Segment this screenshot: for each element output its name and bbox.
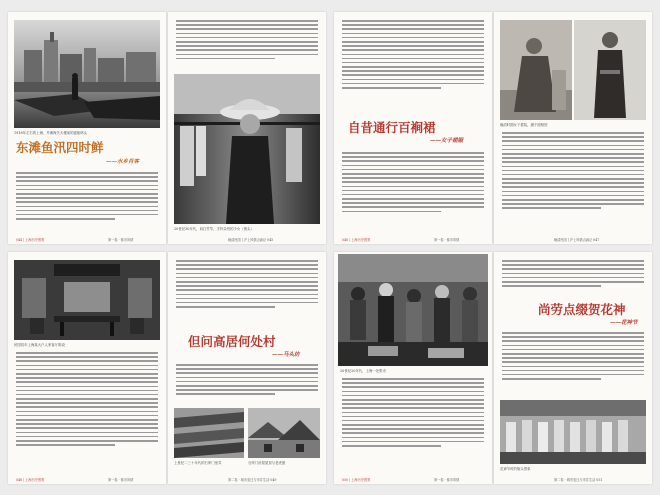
page-top-right-a: [334, 12, 492, 244]
photo-market-crowd: [338, 254, 488, 366]
article-title-residence: 但问高居何处村: [188, 334, 276, 349]
photo-parlor-interior: [14, 260, 160, 340]
photo-flower-festival: [500, 400, 646, 464]
article-subtitle-flower: ——花神节: [610, 320, 638, 326]
body-text-residence: [176, 364, 318, 404]
footer-mid-br: 第一卷 · 都市风情: [434, 478, 460, 482]
article-subtitle-skirt: ——女子裙服: [430, 138, 464, 144]
body-text-tr-b: [502, 132, 644, 232]
body-text-top-b: [176, 20, 318, 72]
body-text-br-b-top: [502, 260, 644, 296]
photo-girl-with-bamboo: [174, 74, 320, 224]
caption-roofs: 石库门房屋屋顶与老虎窗: [248, 461, 286, 465]
page-top-right-b: [494, 12, 652, 244]
footer-mid-bl: 第一卷 · 都市风情: [108, 478, 134, 482]
photo-shikumen-roofs: [248, 408, 320, 458]
photo-bund-harbor: [14, 20, 160, 128]
caption-women: 晚清时期女子着装，摄于照相馆: [500, 123, 548, 127]
caption-bund: 1918年左右的上海，外滩海关大楼前的渡船码头: [14, 131, 88, 135]
footer-mid-tl: 第一卷 · 都市风情: [108, 238, 134, 242]
photo-shikumen-lane: [174, 408, 244, 458]
photo-women-portrait-2: [574, 20, 646, 120]
page-top-left-a: [8, 12, 166, 244]
footer-left-tr: 046 | 上海历史图景: [342, 238, 371, 242]
page-bottom-left-a: [8, 252, 166, 484]
page-top-left-b: [168, 12, 326, 244]
article-title-flower: 尚劳点缀贺花神: [538, 302, 626, 317]
article-subtitle-residence: ——马头坊: [272, 352, 300, 358]
page-bottom-right-a: [334, 252, 492, 484]
article-title-fish: 东滩鱼汛四时鲜: [16, 140, 104, 155]
caption-parlor: 民国初年上海某大户人家客厅陈设: [14, 343, 65, 347]
caption-lane: 上世纪二三十年代的石库门里弄: [174, 461, 222, 465]
body-text-tr-top: [342, 20, 484, 112]
footer-left-br: 050 | 上海历史图景: [342, 478, 371, 482]
caption-market: 20世纪20年代，上海一处集市: [340, 369, 386, 373]
body-text-bl-a: [16, 352, 158, 472]
footer-right-tr: 晚清民国 | 沪上风情点滴记 047: [554, 238, 600, 242]
caption-girl: 20世纪30年代，肩扛竹竿、手拎杂货的少女（街头）: [174, 227, 254, 231]
footer-left-tl: 044 | 上海历史图景: [16, 238, 45, 242]
footer-right-tl: 晚清民国 | 沪上风情点滴记 045: [228, 238, 274, 242]
page-bottom-left-b: [168, 252, 326, 484]
article-title-skirt: 自昔通行百裥裙: [348, 120, 436, 135]
footer-mid-tr: 第一卷 · 都市风情: [434, 238, 460, 242]
body-text-skirt: [342, 152, 484, 232]
caption-flower: 花神节时的街头景象: [500, 467, 531, 471]
body-text-flower: [502, 332, 644, 396]
footer-right-bl: 第二卷 · 城市变迁与市井生活 049: [228, 478, 277, 482]
body-text-fish: [16, 172, 158, 234]
article-subtitle-fish: ——水乡肖客: [106, 159, 140, 165]
footer-left-bl: 048 | 上海历史图景: [16, 478, 45, 482]
page-bottom-right-b: [494, 252, 652, 484]
body-text-br-a: [342, 378, 484, 472]
photo-women-portrait-1: [500, 20, 572, 120]
body-text-bl-b: [176, 260, 318, 326]
footer-right-br: 第二卷 · 城市变迁与市井生活 051: [554, 478, 603, 482]
